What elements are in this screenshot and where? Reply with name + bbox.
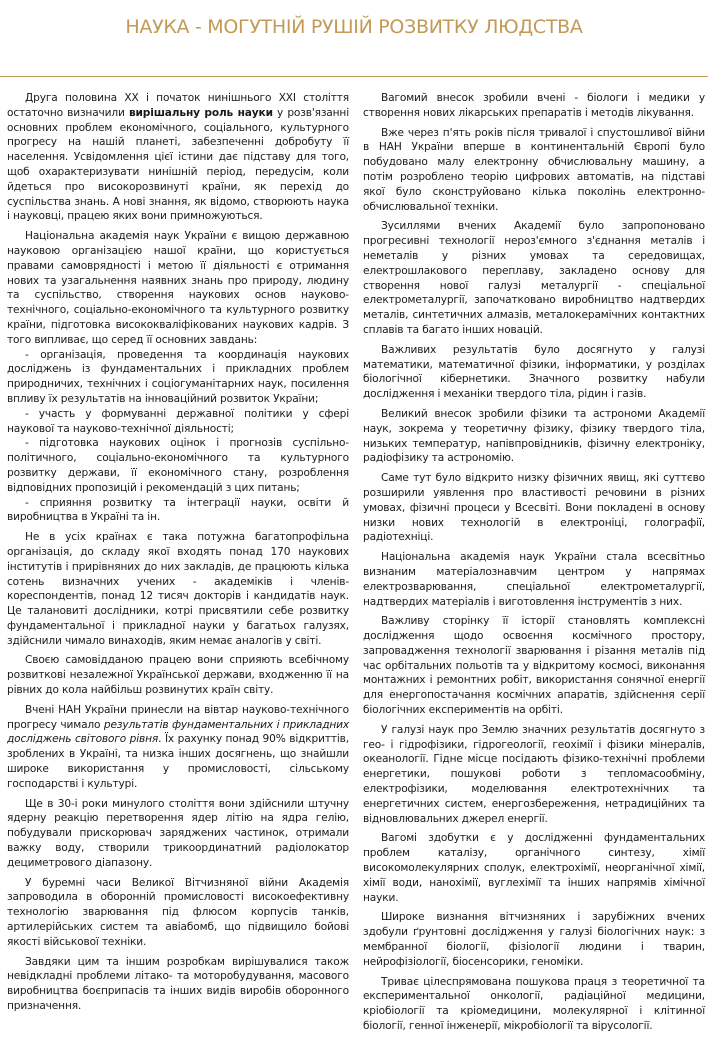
paragraph: Не в усіх країнах є така потужна багатопрофільна організація, до складу якої входять понад 170 наукових інститутів і прирівняних до них закладів, де працюють кілька сотень визначних учених - академіків і членів-кореспондентів, понад 12 тисяч докторів і кандидатів наук. Це талановиті дослідники, котрі присвятили себе розвитку фундаментальної і прикладної науки у багатьох галузях, здійснили чимало винаходів, яким немає аналогів у світі. — [7, 531, 349, 647]
paragraph: Важливу сторінку її історії становлять комплексні дослідження щодо освоєння космічного простору, запровадження технології зварювання і різання металів під час орбітальних польотів та у відкритому космосі, виконання монтажних і ремонтних робіт, використання сонячної енергії для енергопостачання космічних апаратів, здійснення серії біологічних експериментів на орбіті. — [363, 615, 705, 717]
paragraph: Завдяки цим та іншим розробкам вирішувалися також невідкладні проблеми літако- та моторобудування, масового виробництва боєприпасів та інших видів виробів оборонного призначення. — [7, 955, 349, 1013]
paragraph: Широке визнання вітчизняних і зарубіжних вчених здобули ґрунтовні дослідження у галузі біологічних наук: з мембранної біології, фізіології людини і тварин, нейрофізіології, біосенсорики, геноміки. — [363, 911, 705, 968]
text-span: у розв'язанні основних проблем економічного, соціального, культурного прогресу на нашій планеті, забезпеченні добробуту її населення. Усвідомлення цієї істини дає підставу для того, щоб охарактеризувати нинішній період, передусім, коли йдеться про високорозвинуті країни, як перехід до суспільства знань. А нові знання, як відомо, створюють наука і науковці, працею яких вони примножуються. — [7, 106, 349, 223]
text-span: Вчені НАН України принесли на вівтар науково-технічного прогресу чимало — [7, 703, 349, 731]
bold-text: вирішальну роль науки — [128, 106, 273, 119]
left-column — [7, 91, 349, 1019]
paragraph: Вагомий внесок зробили вчені - біологи і медики у створення нових лікарських препаратів і методів лікування. — [363, 92, 705, 119]
paragraph: Зусиллями вчених Академії було запропоновано прогресивні технології нероз'ємного з'єднання металів і неметалів у різних умовах та середовищах, електрошлакового переплаву, закладено основу для створення нової галузі металургії - спеціальної електрометалургії, започатковано виробництво надтвердих металів, синтетичних алмазів, металокерамічних контактних сплавів та багато інших новацій. — [363, 220, 705, 336]
paragraph: Великий внесок зробили фізики та астрономи Академії наук, зокрема у теоретичну фізику, фізику твердого тіла, низьких температур, напівпровідників, фізичну електроніку, радіофізику та астрономію. — [363, 407, 705, 465]
title-divider — [0, 76, 708, 77]
paragraph: Вже через п'ять років після тривалої і спустошливої війни в НАН України вперше в континентальній Європі було побудовано малу електронну обчислювальну машину, а потім розроблено теорію цифрових автоматів, на підставі якої було сконструйовано кілька поколінь електронно-обчислювальної техніки. — [363, 126, 705, 213]
paragraph: У галузі наук про Землю значних результатів досягнуто з гео- і гідрофізики, гідрогеології, геохімії і фізики мінералів, океанології. Гідне місце посідають фізико-технічні проблеми енергетики, пошукові роботи з тепломасообміну, електрофізики, моделювання електротехнічних та енергетичних систем, енергозбереження, нетрадиційних та відновлювальних джерел енергії. — [363, 723, 705, 825]
paragraph: Національна академія наук України є вищою державною науковою організацією нашої країни, що користується правами самоврядності і метою її діяльності є отримання нових та узагальнення наявних знань про природу, людину та суспільство, створення наукових основ науково-технічного, соціально-економічного та культурного розвитку країни, підготовка висококваліфікованих наукових кадрів. З того випливає, що серед її основних завдань: — [7, 230, 349, 346]
text-span: . Їх рахунку понад 90% відкриттів, зроблених в Україні, та низка інших досягнень, що знайшли широке використання у промисловості, сільському господарстві і культурі. — [7, 733, 349, 790]
paragraph: Своєю самовідданою працею вони сприяють всебічному розвиткові незалежної Української держави, входженню її на рівних до кола найбільш розвинутих країн світу. — [7, 654, 349, 697]
list-item: - сприяння розвитку та інтеграції науки, освіти й виробництва в Україні та ін. — [7, 496, 349, 524]
list-item: - організація, проведення та координація наукових досліджень із фундаментальних і прикладних проблем природничих, технічних і соціогуманітарних наук, посилення впливу їх результатів на інноваційний розвиток України; — [7, 348, 349, 405]
right-column — [363, 91, 705, 1039]
italic-text: результатів фундаментальних і прикладних досліджень світового рівня — [7, 718, 350, 746]
list-item: - участь у формуванні державної політики у сфері наукової та науково-технічної діяльності; — [7, 407, 349, 435]
paragraph: У буремні часи Великої Вітчизняної війни Академія запроводила в оборонній промисловості високоефективну технологію зварювання під флюсом корпусів танків, артилерійських систем та авіабомб, що підвищило бойові якості військової техніки. — [7, 876, 349, 948]
paragraph: Національна академія наук України стала всесвітньо визнаним матеріалознавчим центром у напрямах електрозварювання, спеціальної електрометалургії, надтвердих матеріалів і виготовлення інструментів з них. — [363, 551, 705, 608]
paragraph: Вагомі здобутки є у дослідженні фундаментальних проблем каталізу, органічного синтезу, хімії високомолекулярних сполук, електрохімії, неорганічної хімії, хімії води, нанохімії, вуглехімії та інших напрямів хімічної науки. — [363, 832, 705, 904]
paragraph: Ще в 30-і роки минулого століття вони здійснили штучну ядерну реакцію перетворення ядер літію на ядра гелію, побудували прискорювач заряджених частинок, отримали важку воду, створили трикоординатний радіолокатор дециметрового діапазону. — [7, 797, 349, 869]
paragraph: Саме тут було відкрито низку фізичних явищ, які суттєво розширили уявлення про властивості речовини в різних умовах, фізичні процеси у Всесвіті. Вони покладені в основу низки нових технологій в електроніці, голографії, радіотехніці. — [363, 472, 705, 544]
page-title: НАУКА - МОГУТНІЙ РУШІЙ РОЗВИТКУ ЛЮДСТВА — [125, 16, 583, 38]
text-span: Друга половина XX і початок нинішнього XXI століття остаточно визначили — [7, 92, 349, 119]
paragraph — [7, 703, 349, 792]
paragraph: Важливих результатів було досягнуто у галузі математики, математичної фізики, інформатики, у розділах біологічної кібернетики. Значного розвитку набули дослідження і механіки твердого тіла, рідин і газів. — [363, 343, 705, 401]
list-item: - підготовка наукових оцінок і прогнозів суспільно-політичного, соціально-економічного та культурного розвитку держави, її економічного стану, розроблення відповідних пропозицій і рекомендацій з цих питань; — [7, 437, 349, 494]
paragraph — [7, 91, 349, 224]
paragraph: Триває цілеспрямована пошукова праця з теоретичної та експериментальної онкології, радіаційної медицини, кріобіології та кріомедицини, молекулярної і клітинної біології, генної інженерії, мікробіології та вірусології. — [363, 975, 705, 1033]
